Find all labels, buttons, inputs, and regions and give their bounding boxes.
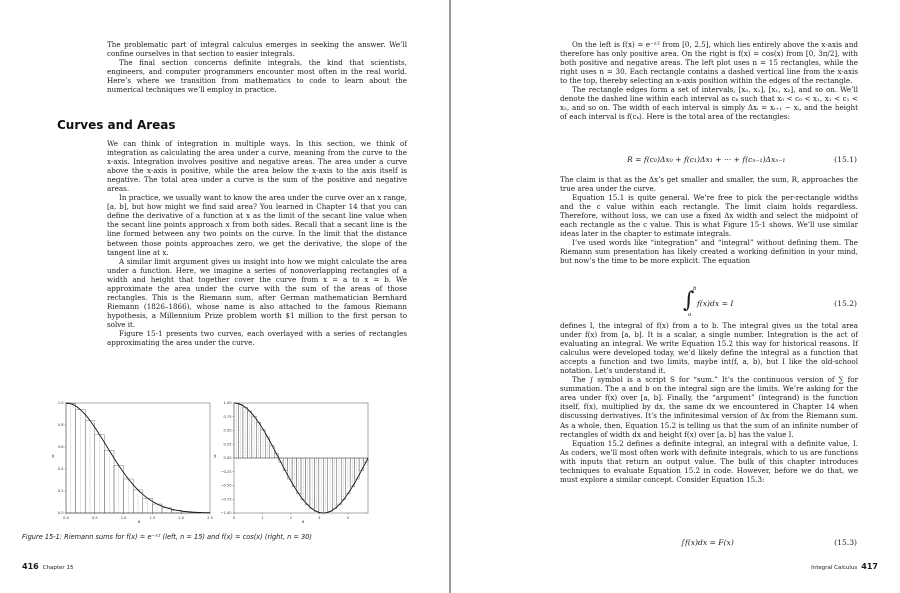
- page-folio-left: [22, 562, 77, 571]
- equation-15-3: [681, 538, 734, 547]
- x-tick-label: 3: [318, 516, 321, 520]
- running-head: Integral Calculus: [811, 565, 858, 571]
- running-head: Chapter 15: [42, 565, 74, 571]
- y-tick-label: −0.50: [220, 483, 232, 488]
- equation-15-2: [683, 286, 743, 320]
- figure-caption: Figure 15-1: Riemann sums for f(x) = e⁻ˣ² (left, n = 15) and f(x) = cos(x) (right, n = 30): [22, 533, 312, 541]
- body-paragraph: The rectangle edges form a set of intervals, [x₀, x₁], [x₁, x₂], and so on. We’ll denote the dashed line within each interval as cₖ such that x₀ < c₀ < x₁, x₁ < c₁ < x₂, and so on. The width of each interval is simply Δxᵢ = xᵢ₊₁ − xᵢ, and the height of each interval is f(cₖ). Here is the total area of the rectangles:: [560, 85, 858, 122]
- x-tick-label: 1: [261, 516, 264, 520]
- y-tick-label: 0.00: [223, 456, 232, 461]
- body-paragraph: Figure 15-1 presents two curves, each overlayed with a series of rectangles approximating the area under the curve.: [107, 328, 407, 348]
- body-paragraph: The claim is that as the Δx’s get smaller and smaller, the sum, R, approaches the true area under the curve.: [560, 175, 858, 194]
- intro-paragraph: The problematic part of integral calculus emerges in seeking the answer. We’ll confine ourselves in that section to easier integrals.: [107, 40, 407, 59]
- riemann-plot-exp: [50, 395, 216, 525]
- y-tick-label: 0.6: [57, 445, 64, 450]
- riemann-rectangle: [256, 422, 260, 458]
- x-axis-label: x: [302, 519, 305, 524]
- lower-limit: a: [688, 312, 692, 318]
- x-tick-label: 2: [289, 516, 293, 520]
- right-top-text: [560, 40, 858, 121]
- right-low-text: [560, 321, 858, 484]
- equation-body: f(x)dx = I: [697, 299, 734, 308]
- riemann-rectangle: [297, 458, 301, 494]
- section-heading: Curves and Areas: [57, 118, 176, 132]
- exp-plot-area: [58, 401, 213, 520]
- body-paragraph: Equation 15.2 defines a definite integral, an integral with a definite value, I. As coders, we’ll most often work with definite integrals, which to us are functions with inputs that return an output value. The bulk of this chapter introduces techniques to evaluate Equation 15.2 in code. However, before we do that, we must explore a similar concept. Consider Equation 15.3:: [560, 438, 858, 484]
- left-page: [0, 0, 449, 593]
- y-tick-label: 0.2: [57, 489, 64, 494]
- y-tick-label: 0.50: [223, 428, 232, 433]
- body-text: [107, 139, 407, 347]
- x-tick-label: 4: [346, 516, 349, 520]
- body-paragraph: A similar limit argument gives us insight into how we might calculate the area under a function. Here, we imagine a series of nonoverlapping rectangles of a width and height that together cover the curve from x = a to x = b. We approximate the area under the curve with the sum of the areas of those rectangles. This is the Riemann sum, after German mathematician Bernhard Riemann (1826–1866), whose name is also attached to the famous Riemann hypothesis, a Millennium Prize problem worth $1 million to the first person to solve it.: [107, 256, 407, 329]
- right-page: [451, 0, 900, 593]
- page-number: 416: [22, 562, 39, 571]
- y-axis-label: y: [52, 453, 55, 458]
- x-tick-label: 0.5: [91, 516, 98, 520]
- equation-body: R = f(c₀)Δx₀ + f(c₁)Δx₁ + ··· + f(cₙ₋₁)Δxₙ₋₁: [627, 155, 786, 164]
- y-tick-label: 1.00: [223, 401, 232, 406]
- page-folio-right: [807, 562, 878, 571]
- page-number: 417: [861, 562, 878, 571]
- intro-text: [107, 40, 407, 94]
- body-paragraph: On the left is f(x) = e⁻ˣ² from [0, 2.5], which lies entirely above the x-axis and therefore has only positive area. On the right is f(x) = cos(x) from [0, 3π/2], with both positive and negative areas. The left plot uses n = 15 rectangles, while the right uses n = 30. Each rectangle contains a dashed vertical line from the x-axis to the top, thereby selecting an x-axis position within the edges of the rectangle.: [560, 40, 858, 86]
- riemann-rectangle: [76, 410, 86, 513]
- intro-paragraph: The final section concerns definite integrals, the kind that scientists, engineers, and computer programmers encounter most often in the real world. Here’s where we transition from mathematics to code to learn about the numerical techniques we’ll employ in practice.: [107, 58, 407, 95]
- y-tick-label: −0.25: [220, 469, 232, 474]
- y-tick-label: 0.25: [223, 442, 232, 447]
- body-paragraph: We can think of integration in multiple ways. In this section, we think of integration as calculating the area under a curve, meaning from the curve to the x-axis. Integration involves positive and negative areas. The area under a curve above the x-axis is positive, while the area below the x-axis to the axis itself is negative. The total area under a curve is the sum of the positive and negative areas.: [107, 139, 407, 194]
- riemann-rectangle: [85, 421, 95, 513]
- body-paragraph: The ∫ symbol is a script S for “sum.” It’s the continuous version of ∑ for summation. The a and b on the integral sign are the limits. We’re asking for the area under f(x) over [a, b]. Finally, the “argument” (integrand) is the function itself, f(x), multiplied by dx, the same dx we encountered in Chapter 14 when discussing derivatives. It’s the infinitesimal version of Δx from the Riemann sum. As a whole, then, Equation 15.2 is telling us that the sum of an infinite number of rectangles of width dx and height f(x) over [a, b] has the value I.: [560, 375, 858, 439]
- body-paragraph: defines I, the integral of f(x) from a to b. The integral gives us the total area under f(x) from [a, b]. It is a scalar, a single number. Integration is the act of evaluating an integral. We write Equation 15.2 this way for historical reasons. If calculus were developed today, we’d likely define the integral as a function that accepts a function and two limits, maybe int(f, a, b), but I like the old-school notation. Let’s understand it.: [560, 321, 858, 376]
- equation-number: (15.1): [834, 155, 857, 164]
- y-tick-label: 0.0: [57, 511, 64, 516]
- equation-number: (15.3): [834, 538, 857, 547]
- body-paragraph: In practice, we usually want to know the area under the curve over an x range, [a, b], but how might we find said area? You learned in Chapter 14 that you can define the derivative of a function at x as the limit of the secant line value when the secant line points approach x from both sides. Recall that a secant line is the line formed between any two points on the curve. In the limit that the distance between those points approaches zero, we get the derivative, the slope of the tangent line at x.: [107, 193, 407, 257]
- y-tick-label: 0.8: [57, 423, 64, 428]
- y-tick-label: −0.75: [220, 497, 232, 502]
- integral-sign: ∫: [683, 288, 695, 313]
- x-tick-label: 1.0: [120, 516, 127, 520]
- body-paragraph: I’ve used words like “integration” and “integral” without defining them. The Riemann sum presentation has likely created a working definition in your mind, but now’s the time to be more explicit. The equation: [560, 238, 858, 266]
- equation-body: ∫f(x)dx = F(x): [681, 538, 734, 547]
- x-tick-label: 2.0: [178, 516, 185, 520]
- x-axis-label: x: [138, 519, 141, 524]
- x-tick-label: 1.5: [149, 516, 156, 520]
- x-tick-label: 0.0: [63, 516, 69, 520]
- y-tick-label: 1.0: [57, 401, 64, 406]
- y-tick-label: 0.4: [57, 467, 64, 472]
- riemann-rectangle: [346, 458, 350, 494]
- riemann-plot-cos: [212, 395, 372, 525]
- cos-plot-area: [220, 401, 368, 520]
- equation-15-1: [627, 155, 785, 164]
- y-tick-label: −1.00: [220, 511, 232, 516]
- upper-limit: b: [693, 286, 697, 292]
- x-tick-label: 0: [232, 516, 236, 520]
- y-tick-label: 0.75: [223, 414, 232, 419]
- x-tick-label: 2.5: [207, 516, 213, 520]
- right-mid-text: [560, 175, 858, 265]
- y-axis-label: y: [214, 453, 217, 458]
- body-paragraph: Equation 15.1 is quite general. We’re free to pick the per-rectangle widths and the c value within each rectangle. The limit claim holds regardless. Therefore, without loss, we can use a fixed Δx width and select the midpoint of each rectangle as the c value. This is what Figure 15-1 shows. We’ll use similar ideas later in the chapter to estimate integrals.: [560, 193, 858, 239]
- equation-number: (15.2): [834, 299, 857, 308]
